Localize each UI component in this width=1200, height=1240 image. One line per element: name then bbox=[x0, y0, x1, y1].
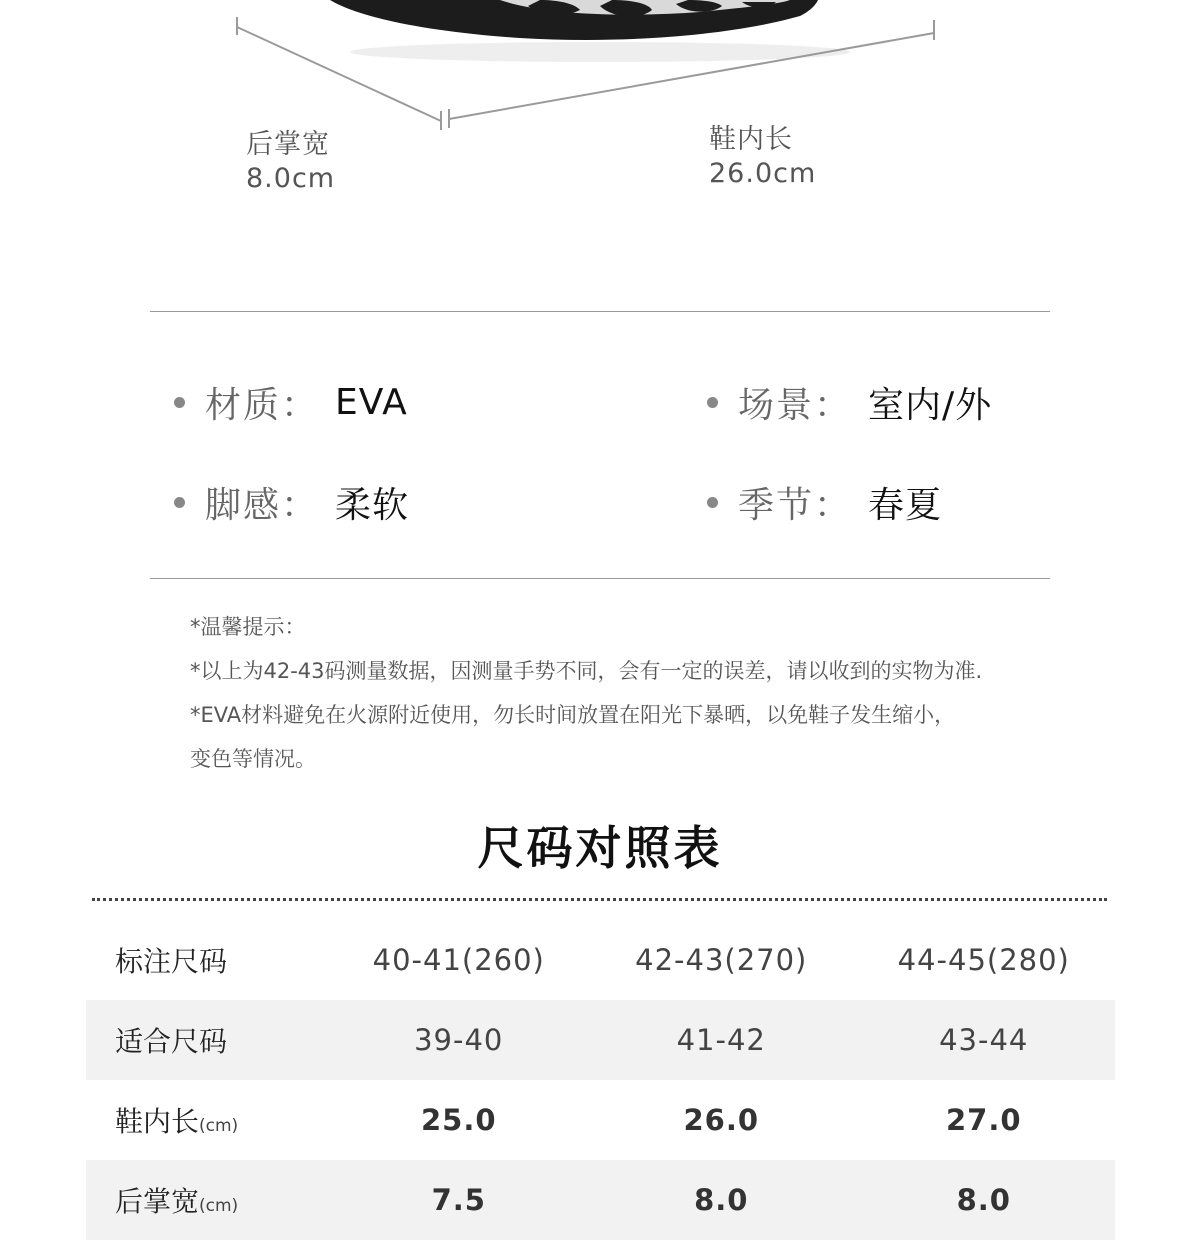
spec-scene bbox=[707, 372, 992, 432]
spec-material bbox=[174, 372, 408, 432]
row-label-text: 适合尺码 bbox=[115, 1025, 228, 1058]
table-cell: 25.0 bbox=[420, 1103, 497, 1137]
divider-top bbox=[150, 311, 1050, 312]
row-label-text: 后掌宽 bbox=[115, 1185, 200, 1218]
size-chart-title: 尺码对照表 bbox=[477, 821, 723, 875]
spec-feel bbox=[174, 472, 409, 532]
bullet-dot bbox=[707, 397, 718, 408]
heel-width-value: 8.0cm bbox=[246, 163, 336, 194]
size-chart-table bbox=[86, 920, 1115, 1240]
table-row-labeled-size bbox=[86, 920, 1115, 1000]
inner-length-label bbox=[709, 123, 816, 191]
row-label-unit: (cm) bbox=[199, 1196, 239, 1216]
inner-length-title: 鞋内长 bbox=[709, 124, 793, 155]
shoe-sole-illustration bbox=[0, 0, 1200, 140]
bullet-dot bbox=[174, 497, 185, 508]
table-cell: 41-42 bbox=[676, 1023, 766, 1057]
inner-length-value: 26.0cm bbox=[709, 158, 817, 189]
divider-bottom bbox=[150, 578, 1050, 579]
spec-key: 脚感： bbox=[205, 484, 320, 526]
table-cell: 7.5 bbox=[431, 1183, 486, 1217]
heel-width-measure-line bbox=[237, 17, 441, 130]
note-line: 变色等情况。 bbox=[190, 747, 316, 771]
table-cell: 39-40 bbox=[414, 1023, 504, 1057]
row-label-text: 标注尺码 bbox=[115, 945, 228, 978]
table-cell: 27.0 bbox=[945, 1103, 1022, 1137]
heel-width-title: 后掌宽 bbox=[246, 129, 330, 160]
table-cell: 8.0 bbox=[694, 1183, 749, 1217]
spec-value: 春夏 bbox=[868, 484, 943, 526]
table-cell: 40-41(260) bbox=[372, 943, 545, 977]
row-label bbox=[86, 1180, 328, 1220]
row-label-text: 鞋内长 bbox=[115, 1105, 200, 1138]
dotted-separator bbox=[92, 898, 1107, 901]
note-line: *以上为42-43码测量数据，因测量手势不同，会有一定的误差，请以收到的实物为准. bbox=[190, 659, 983, 683]
row-label-unit: (cm) bbox=[199, 1116, 239, 1136]
row-label bbox=[86, 1020, 328, 1060]
spec-value: EVA bbox=[335, 381, 408, 423]
table-row-heel-width bbox=[86, 1160, 1115, 1240]
table-cell: 43-44 bbox=[939, 1023, 1029, 1057]
table-cell: 44-45(280) bbox=[897, 943, 1070, 977]
table-cell: 26.0 bbox=[683, 1103, 760, 1137]
note-line: *EVA材料避免在火源附近使用，勿长时间放置在阳光下暴晒，以免鞋子发生缩小， bbox=[190, 703, 956, 727]
spec-key: 季节： bbox=[738, 484, 853, 526]
bullet-dot bbox=[707, 497, 718, 508]
table-cell: 8.0 bbox=[956, 1183, 1011, 1217]
row-label bbox=[86, 1100, 328, 1140]
bullet-dot bbox=[174, 397, 185, 408]
spec-season bbox=[707, 472, 942, 532]
note-heading: *温馨提示： bbox=[190, 615, 306, 639]
spec-value: 室内/外 bbox=[868, 384, 993, 426]
row-label bbox=[86, 940, 328, 980]
spec-key: 场景： bbox=[738, 384, 853, 426]
table-row-fit-size bbox=[86, 1000, 1115, 1080]
shoe-sole-image bbox=[330, 0, 850, 62]
spec-key: 材质： bbox=[205, 384, 320, 426]
heel-width-label bbox=[246, 128, 335, 196]
table-cell: 42-43(270) bbox=[635, 943, 808, 977]
spec-value: 柔软 bbox=[335, 484, 410, 526]
table-row-inner-length bbox=[86, 1080, 1115, 1160]
